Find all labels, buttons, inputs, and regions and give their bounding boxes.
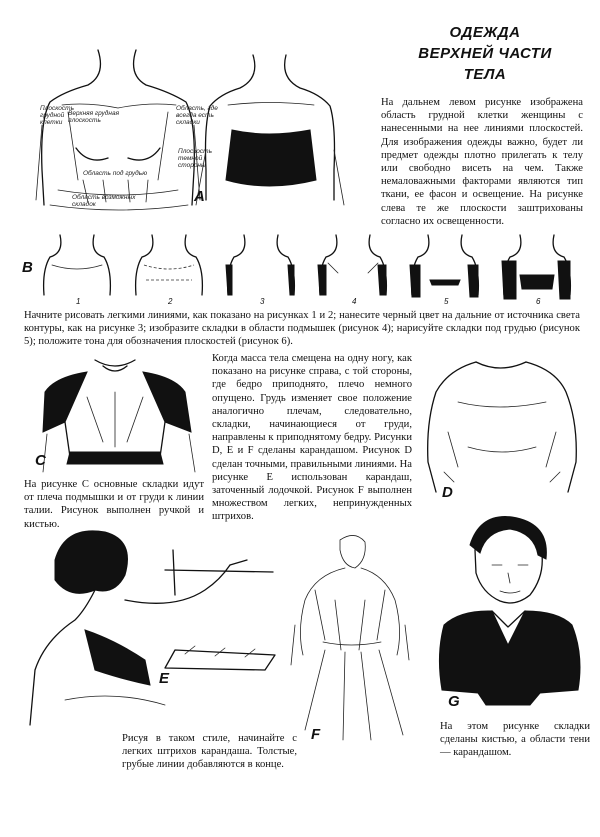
- title-line-2: ВЕРХНЕЙ ЧАСТИ: [418, 45, 552, 62]
- figure-b-number-6: 6: [536, 297, 541, 306]
- figure-g-caption: На этом рисунке складки сделаны кистью, а области тени — карандашом.: [440, 721, 590, 759]
- figure-b-number-1: 1: [76, 297, 81, 306]
- intro-paragraph: На дальнем левом рисунке изображена область грудной клетки женщины с нанесенными на нее линиями плоскостей. Для изображения одежды важно, будет ли предмет одежды плотно прилегать к телу или свободно висеть на чем. Также немаловажными факторами являются тип ткани, ее фасон и освещение. На рисунке слева те же плоскости заштрихованы согласно их освещенности.: [381, 97, 583, 227]
- figure-b-number-4: 4: [352, 297, 357, 306]
- label-lower-folds: Область возможных складок: [72, 194, 136, 208]
- figure-b-number-2: 2: [168, 297, 173, 306]
- figure-b: [22, 225, 582, 307]
- figure-g-drawing: [430, 515, 590, 715]
- figure-c-drawing: [25, 352, 210, 477]
- figure-c: [25, 352, 210, 477]
- figure-b-drawing: [22, 225, 582, 307]
- title-line-1: ОДЕЖДА: [449, 24, 521, 41]
- figure-d: [418, 352, 588, 502]
- figure-f: [285, 530, 425, 750]
- figure-b-letter: B: [22, 259, 33, 276]
- instruction-paragraph: Начните рисовать легкими линиями, как показано на рисунках 1 и 2; нанесите черный цвет на дальние от источника света контуры, как на рисунке 3; изобразите складки в области подмышек (рисунок 4); нарисуйте складки под грудью (рисунок 5); положите тона для обозначения плоскостей (рисунок 6).: [24, 310, 580, 348]
- figure-b-number-3: 3: [260, 297, 265, 306]
- figure-d-letter: D: [442, 484, 453, 501]
- label-under-bust: Область под грудью: [83, 170, 148, 177]
- figure-d-drawing: [418, 352, 588, 502]
- label-dark-side: Плоскость темной стороны: [178, 148, 213, 169]
- figure-a-drawing: [28, 30, 378, 240]
- figure-e-letter: E: [159, 670, 170, 687]
- label-chest-edge: Плоскость грудной клетки: [40, 105, 75, 126]
- figure-a: [28, 30, 378, 240]
- middle-paragraph: Когда масса тела смещена на одну ногу, как показано на рисунке справа, с той стороны, где бедро приподнято, плечо немного опущено. Грудь изменяет свое положение аналогично плечам, следовательно, складки, начинающиеся от груди, направлены к приподнятому бедру. Рисунки D, E и F сделаны карандашом. Рисунок D сделан точными, правильными линиями. На рисунке E использован карандаш, заточенный лодочкой. Рисунок F выполнен множеством легких, непринужденных штрихов.: [212, 353, 412, 523]
- label-shadow-area: Область, где всегда есть складки: [176, 105, 218, 126]
- figure-f-letter: F: [311, 726, 321, 743]
- label-upper-chest: Верхняя грудная плоскость: [68, 110, 120, 124]
- figure-c-caption: На рисунке C основные складки идут от плеча подмышки и от груди к линии талии. Рисунок выполнен ручкой и кистью.: [24, 479, 204, 530]
- figure-c-letter: C: [35, 452, 46, 469]
- figure-b-number-5: 5: [444, 297, 449, 306]
- figure-a-letter: A: [194, 188, 205, 205]
- figure-e: [25, 520, 295, 730]
- figure-e-drawing: [25, 520, 295, 730]
- figure-e-caption: Рисуя в таком стиле, начинайте с легких штрихов карандаша. Толстые, грубые линии добавляются в конце.: [122, 733, 297, 771]
- title-line-3: ТЕЛА: [463, 66, 507, 83]
- figure-f-drawing: [285, 530, 425, 750]
- figure-g-letter: G: [448, 693, 460, 710]
- figure-g: [430, 515, 590, 715]
- page-title: [400, 22, 570, 85]
